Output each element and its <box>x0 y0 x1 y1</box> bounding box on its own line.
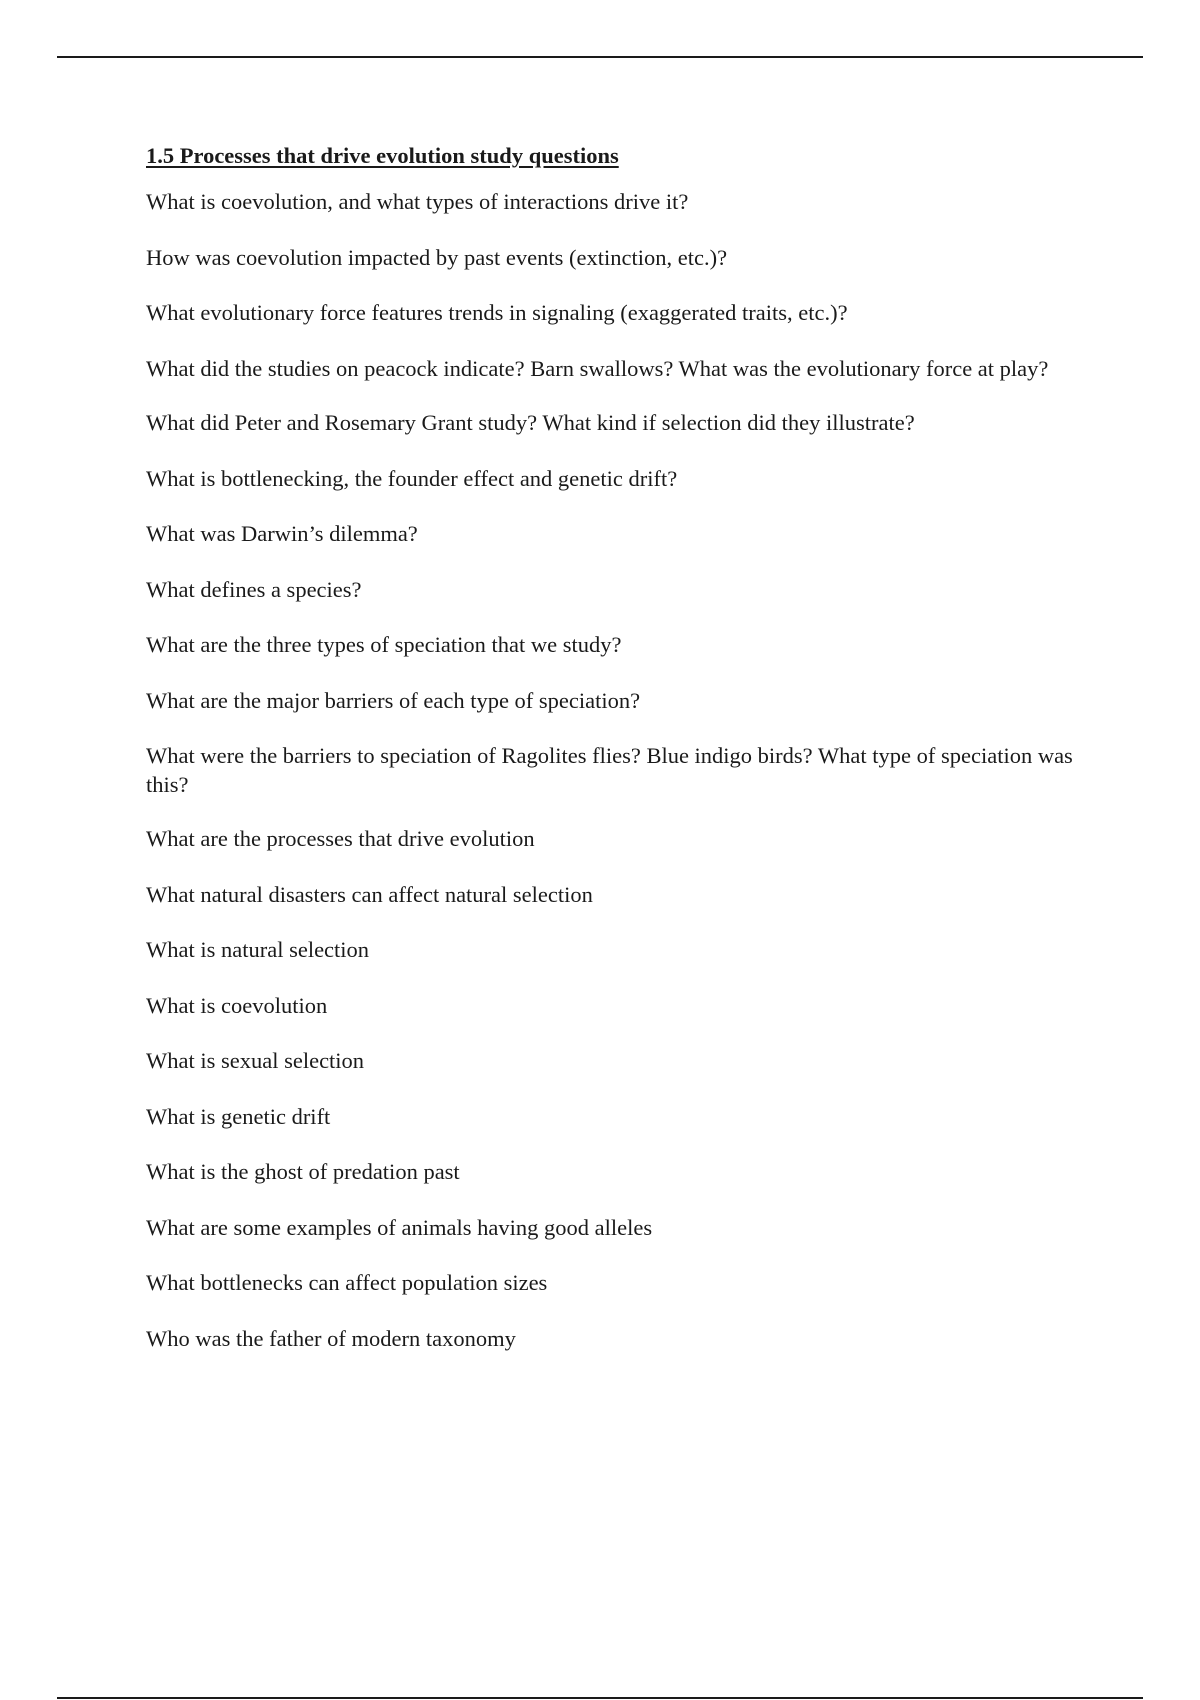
document-title: 1.5 Processes that drive evolution study questions <box>146 143 619 168</box>
document-body <box>146 142 1086 1380</box>
question-item: What is sexual selection <box>146 1048 365 1074</box>
question-item: What is bottlenecking, the founder effect and genetic drift? <box>146 465 678 491</box>
top-rule <box>57 56 1143 58</box>
question-item: What did Peter and Rosemary Grant study? What kind if selection did they illustrate? <box>146 410 915 436</box>
question-item: What was Darwin’s dilemma? <box>146 521 418 547</box>
question-item: What are the processes that drive evolution <box>146 826 535 852</box>
question-item: What defines a species? <box>146 576 362 602</box>
question-item: What were the barriers to speciation of Ragolites flies? Blue indigo birds? What type of speciation was this? <box>146 743 1073 797</box>
question-item: How was coevolution impacted by past events (extinction, etc.)? <box>146 244 728 270</box>
question-item: What is coevolution <box>146 992 328 1018</box>
question-item: What are some examples of animals having good alleles <box>146 1214 653 1240</box>
question-item: What is natural selection <box>146 937 370 963</box>
question-item: Who was the father of modern taxonomy <box>146 1325 516 1351</box>
question-list <box>146 188 1086 1353</box>
question-item: What natural disasters can affect natural selection <box>146 881 593 907</box>
question-item: What are the major barriers of each type of speciation? <box>146 687 641 713</box>
bottom-rule <box>57 1697 1143 1699</box>
question-item: What is the ghost of predation past <box>146 1159 460 1185</box>
question-item: What evolutionary force features trends in signaling (exaggerated traits, etc.)? <box>146 300 848 326</box>
question-item: What did the studies on peacock indicate? Barn swallows? What was the evolutionary force at play? <box>146 355 1049 381</box>
question-item: What is genetic drift <box>146 1103 331 1129</box>
question-item: What is coevolution, and what types of interactions drive it? <box>146 189 689 215</box>
question-item: What are the three types of speciation that we study? <box>146 632 622 658</box>
question-item: What bottlenecks can affect population sizes <box>146 1270 548 1296</box>
